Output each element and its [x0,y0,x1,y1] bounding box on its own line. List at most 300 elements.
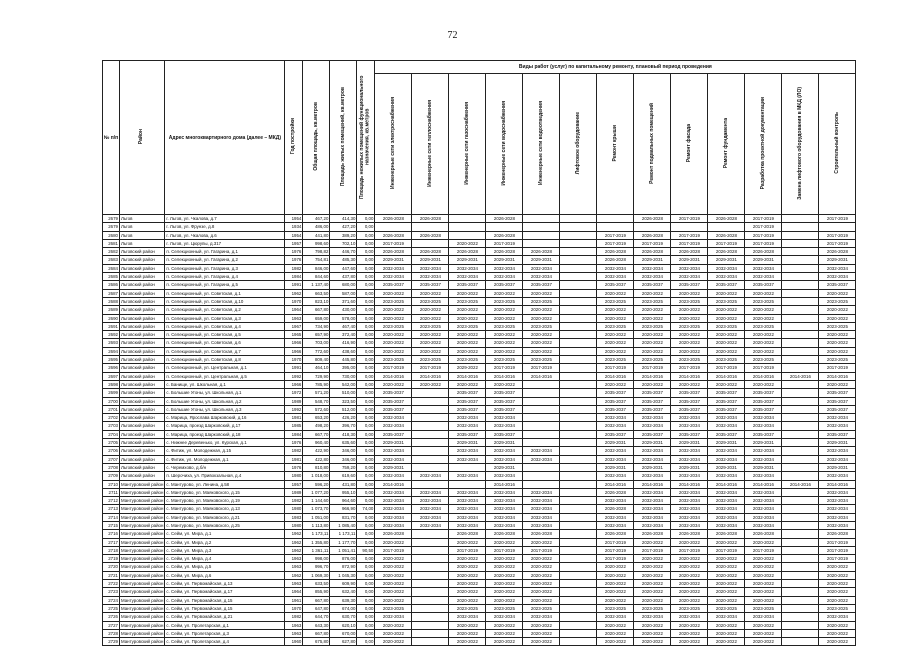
cell-sewerage [523,439,560,447]
cell-total-area: 422,80 [303,455,330,463]
cell-total-area: 548,70 [303,397,330,405]
cell-sewerage [523,231,560,239]
cell-address: с. Сейм, ул. Пролетарская, д.4 [165,638,285,646]
cell-district: Мантуровский район [121,597,164,603]
cell-facade: 2020-2022 [671,538,708,546]
cell-total-area: 1 051,00 [303,513,330,521]
cell-sewerage: 2020-2022 [523,580,560,588]
cell-address: с. Мантурово, ул. Маяковского, д.21 [165,513,285,521]
cell-nonliving-area: 0,00 [357,322,375,330]
cell-roof: 2020-2022 [597,306,634,314]
cell-year: 1991 [285,364,303,372]
cell-roof: 2020-2022 [597,580,634,588]
cell-district: Льговский район [120,364,165,372]
cell-foundation: 2023-2025 [708,356,745,364]
cell-num: 2717 [103,538,120,546]
cell-living-area: 635,60 [330,439,357,447]
cell-living-area: 759,20 [330,463,357,471]
cell-total-area: 659,00 [303,314,330,322]
cell-elevator-replace [782,256,819,264]
cell-living-area: 1 177,70 [330,538,357,546]
cell-gas [449,231,486,239]
cell-sewerage [523,389,560,397]
cell-design: 2023-2025 [745,297,782,305]
cell-elevator [560,273,597,281]
cell-gas: 2020-2022 [449,331,486,339]
cell-total-area: 572,60 [303,405,330,413]
cell-nonliving-area: 0,00 [357,480,375,488]
cell-electricity: 2032-2034 [375,505,412,513]
cell-num: 2727 [103,621,120,629]
cell-district: Льговский район [120,472,165,480]
header-work-electricity: Инженерные сети электроснабжения [375,74,412,215]
cell-living-area: 426,20 [330,414,357,422]
cell-address: с. Сейм, ул. Мира, д.2 [165,538,285,546]
cell-elevator [560,256,597,264]
cell-design: 2035-2037 [745,397,782,405]
cell-heating [412,538,449,546]
cell-elevator-replace [782,463,819,471]
cell-water: 2020-2022 [486,538,523,546]
cell-num: 2721 [103,571,120,579]
cell-water: 2032-2034 [486,472,523,480]
cell-year: 1970 [285,356,303,364]
cell-address: с. Марица, проезд Шарковский, д.18 [165,430,285,438]
cell-total-area: 729,90 [303,372,330,380]
cell-year: 1989 [285,397,303,405]
cell-electricity: 2020-2022 [375,588,412,596]
cell-total-area: 422,90 [303,447,330,455]
cell-foundation: 2032-2034 [708,505,745,513]
cell-year: 1964 [285,588,303,596]
cell-gas: 2020-2022 [449,621,486,629]
cell-electricity: 2032-2034 [375,497,412,505]
cell-facade: 2032-2034 [671,264,708,272]
cell-water: 2032-2034 [486,422,523,430]
cell-foundation: 2020-2022 [708,629,745,637]
cell-water: 2032-2034 [486,447,523,455]
cell-basement: 2032-2034 [634,488,671,496]
cell-foundation: 2020-2022 [708,638,745,646]
cell-year: 1980 [285,505,303,513]
cell-water: 2020-2022 [486,306,523,314]
cell-facade: 2020-2022 [671,588,708,596]
cell-num: 2712 [103,497,120,505]
cell-electricity: 2032-2034 [375,264,412,272]
cell-nonliving-area: 0,00 [357,613,375,621]
cell-facade: 2020-2022 [671,580,708,588]
cell-electricity: 2023-2025 [375,604,412,612]
cell-gas: 2020-2022 [449,580,486,588]
cell-heating: 2026-2028 [412,231,449,239]
cell-elevator-replace [782,613,819,621]
cell-elevator [560,397,597,405]
cell-nonliving-area: 0,00 [357,439,375,447]
table-row [103,455,856,463]
table-row [103,231,856,239]
cell-year: 1963 [285,629,303,637]
header-work-facade: Ремонт фасада [671,74,708,215]
cell-nonliving-area: 0,00 [357,264,375,272]
cell-num: 2695 [103,356,120,364]
cell-electricity: 2032-2034 [375,455,412,463]
cell-living-area: 609,90 [330,580,357,588]
cell-water: 2020-2022 [486,621,523,629]
cell-water: 2020-2022 [486,571,523,579]
cell-total-area: 675,80 [303,638,330,646]
cell-sewerage: 2032-2034 [523,488,560,496]
cell-facade: 2035-2037 [671,405,708,413]
cell-roof: 2020-2022 [597,289,634,297]
cell-design: 2023-2025 [745,322,782,330]
cell-water: 2032-2034 [486,488,523,496]
cell-sewerage [523,397,560,405]
cell-elevator [560,505,597,513]
table-row [103,306,856,314]
table-row [103,447,856,455]
cell-nonliving-area: 0,00 [357,580,375,588]
cell-roof: 2026-2028 [597,488,634,496]
cell-elevator [560,555,597,563]
cell-district: Мантуровский район [121,622,164,628]
cell-sewerage: 2032-2034 [523,613,560,621]
cell-num: 2711 [103,488,120,496]
cell-nonliving-area: 0,00 [357,422,375,430]
cell-elevator-replace [782,397,819,405]
table-row [103,380,856,388]
cell-roof: 2020-2022 [597,339,634,347]
cell-electricity: 2020-2022 [375,538,412,546]
cell-foundation: 2014-2016 [708,372,745,380]
cell-design: 2029-2031 [745,256,782,264]
cell-supervision: 2017-2019 [819,555,856,563]
cell-electricity: 2020-2022 [375,289,412,297]
cell-roof: 2032-2034 [597,414,634,422]
table-row [103,563,856,571]
cell-basement: 2035-2037 [634,389,671,397]
cell-total-area: 703,00 [303,339,330,347]
table-row [103,414,856,422]
cell-elevator [560,580,597,588]
cell-supervision: 2035-2037 [819,397,856,405]
cell-sewerage: 2026-2028 [523,248,560,256]
cell-district: Льговский район [120,306,165,314]
cell-design: 2020-2022 [745,538,782,546]
cell-supervision: 2032-2034 [819,414,856,422]
table-row [103,281,856,289]
cell-num: 2693 [103,339,120,347]
cell-total-area: 1 073,70 [303,505,330,513]
header-num: № п/п [103,61,120,215]
cell-num: 2689 [103,306,120,314]
cell-year: 1966 [285,339,303,347]
cell-supervision: 2032-2034 [819,613,856,621]
cell-sewerage [523,480,560,488]
cell-water: 2014-2016 [486,372,523,380]
cell-sewerage: 2032-2034 [523,264,560,272]
cell-foundation: 2020-2022 [708,314,745,322]
cell-gas: 2032-2034 [449,513,486,521]
cell-basement: 2020-2022 [634,339,671,347]
cell-elevator [560,629,597,637]
cell-design: 2032-2034 [745,273,782,281]
cell-living-area: 438,60 [330,347,357,355]
cell-total-area: 1 173,11 [303,530,330,538]
cell-roof: 2035-2037 [597,430,634,438]
cell-gas: 2029-2031 [449,256,486,264]
table-row [103,638,856,646]
cell-year: 1992 [285,405,303,413]
cell-elevator-replace [782,455,819,463]
capital-repair-table [102,60,856,646]
cell-design: 2032-2034 [745,497,782,505]
cell-elevator [560,289,597,297]
cell-design: 2020-2022 [745,347,782,355]
cell-district: Льговский район [120,297,165,305]
cell-water: 2023-2025 [486,297,523,305]
cell-supervision [819,223,856,231]
cell-sewerage [523,405,560,413]
header-work-supervision: Строительный контроль [819,74,856,215]
cell-address: с. Мантурово, ул. Маяковского, д.19 [165,497,285,505]
cell-supervision: 2032-2034 [819,505,856,513]
table-row [103,297,856,305]
cell-electricity: 2032-2034 [375,414,412,422]
cell-num: 2696 [103,364,120,372]
cell-gas: 2032-2034 [449,521,486,529]
cell-facade: 2020-2022 [671,563,708,571]
cell-basement: 2026-2028 [634,231,671,239]
cell-design: 2032-2034 [745,613,782,621]
cell-sewerage [523,463,560,471]
cell-num: 2706 [103,447,120,455]
cell-basement: 2020-2022 [634,289,671,297]
cell-address: п. Селекционный, ул. Центральная, д.1 [165,364,285,372]
cell-foundation: 2029-2031 [708,439,745,447]
cell-sewerage [523,215,560,223]
cell-district: Льгов [120,231,165,239]
table-row [103,629,856,637]
cell-facade: 2032-2034 [671,273,708,281]
cell-roof: 2026-2028 [597,530,634,538]
cell-living-area: 670,00 [330,629,357,637]
cell-num: 2681 [103,239,120,247]
cell-elevator [560,364,597,372]
cell-num: 2680 [103,231,120,239]
cell-year: 1972 [285,389,303,397]
cell-basement: 2032-2034 [634,505,671,513]
cell-foundation: 2020-2022 [708,571,745,579]
cell-facade: 2020-2022 [671,571,708,579]
cell-foundation: 2017-2019 [708,239,745,247]
cell-address: с. Сейм, ул. Первомайская, д.17 [165,588,285,596]
cell-elevator [560,231,597,239]
table-row [103,273,856,281]
cell-foundation: 2032-2034 [708,414,745,422]
cell-electricity: 2020-2022 [375,629,412,637]
cell-sewerage: 2020-2022 [523,331,560,339]
cell-foundation: 2026-2028 [708,248,745,256]
header-work-elevator-replace: Замена лифтового оборудования в МКД (ЛО) [782,74,819,215]
cell-heating [412,430,449,438]
cell-elevator-replace [782,223,819,231]
cell-electricity: 2014-2016 [375,480,412,488]
cell-supervision: 2020-2022 [819,629,856,637]
cell-gas: 2020-2022 [449,306,486,314]
cell-gas: 2020-2022 [449,588,486,596]
cell-facade: 2032-2034 [671,505,708,513]
cell-address: с. Сейм, ул. Мира, д.1 [165,530,285,538]
cell-living-area: 702,10 [330,239,357,247]
cell-basement: 2020-2022 [634,306,671,314]
cell-heating [412,397,449,405]
cell-design: 2026-2028 [745,530,782,538]
cell-elevator [560,414,597,422]
cell-elevator-replace [782,347,819,355]
cell-living-area: 389,20 [330,231,357,239]
cell-year: 1962 [285,538,303,546]
cell-roof: 2017-2019 [597,538,634,546]
cell-living-area: 1 045,30 [330,571,357,579]
cell-supervision: 2020-2022 [819,638,856,646]
cell-living-area: 955,10 [330,488,357,496]
cell-foundation: 2020-2022 [708,306,745,314]
cell-nonliving-area: 0,00 [357,497,375,505]
cell-nonliving-area: 0,00 [357,364,375,372]
cell-facade: 2017-2019 [671,546,708,554]
cell-design: 2020-2022 [745,596,782,604]
cell-address: с. Сейм, ул. Мира, д.5 [165,563,285,571]
cell-supervision: 2035-2037 [819,405,856,413]
cell-heating [412,613,449,621]
cell-nonliving-area: 0,00 [357,588,375,596]
cell-electricity: 2020-2022 [375,306,412,314]
cell-roof: 2032-2034 [597,455,634,463]
cell-living-area: 627,80 [330,638,357,646]
cell-foundation: 2023-2025 [708,322,745,330]
cell-basement: 2014-2016 [634,480,671,488]
cell-water: 2020-2022 [486,638,523,646]
header-work-water: Инженерные сети водоснабжения [486,74,523,215]
cell-roof: 2032-2034 [597,613,634,621]
cell-facade: 2020-2022 [671,339,708,347]
cell-year: 1989 [285,488,303,496]
cell-foundation: 2035-2037 [708,281,745,289]
table-row [103,439,856,447]
cell-nonliving-area: 90,50 [357,546,375,554]
cell-sewerage: 2020-2022 [523,314,560,322]
cell-heating [412,604,449,612]
cell-elevator [560,430,597,438]
cell-living-area: 620,10 [330,621,357,629]
cell-basement: 2017-2019 [634,364,671,372]
cell-total-area: 643,30 [303,621,330,629]
table-row [103,322,856,330]
cell-facade: 2032-2034 [671,497,708,505]
cell-electricity: 2020-2022 [375,331,412,339]
cell-total-area: 667,80 [303,306,330,314]
cell-nonliving-area: 0,00 [357,231,375,239]
cell-basement: 2032-2034 [634,521,671,529]
cell-supervision: 2035-2037 [819,281,856,289]
cell-year: 1985 [285,422,303,430]
cell-total-area: 644,70 [303,613,330,621]
cell-address: г. Льгов, ул. Цюрупы, д.317 [165,239,285,247]
cell-design: 2032-2034 [745,472,782,480]
cell-district: Льговский район [120,372,165,380]
cell-roof: 2023-2025 [597,604,634,612]
cell-nonliving-area: 0,00 [357,555,375,563]
cell-design: 2026-2028 [745,248,782,256]
cell-district: Мантуровский район [121,614,164,620]
cell-district: Льговский район [120,339,165,347]
cell-supervision: 2020-2022 [819,314,856,322]
cell-num: 2720 [103,563,120,571]
cell-roof: 2014-2016 [597,480,634,488]
cell-water: 2029-2031 [486,463,523,471]
cell-living-area: 395,00 [330,364,357,372]
cell-district: Мантуровский район [121,506,164,512]
cell-nonliving-area: 0,00 [357,530,375,538]
header-nonliving-area: Площадь нежилых помещений функционального назначения, кв.метров [357,61,375,215]
cell-design: 2017-2019 [745,215,782,223]
cell-foundation: 2032-2034 [708,513,745,521]
cell-roof: 2020-2022 [597,563,634,571]
cell-year: 1982 [285,447,303,455]
cell-gas: 2032-2034 [449,613,486,621]
cell-heating: 2023-2025 [412,322,449,330]
cell-facade: 2020-2022 [671,596,708,604]
cell-district: Льговский район [120,347,165,355]
header-work-heating: Инженерные сети теплоснабжения [412,74,449,215]
cell-num: 2690 [103,314,120,322]
cell-elevator [560,480,597,488]
cell-facade: 2014-2016 [671,480,708,488]
cell-gas: 2032-2034 [449,497,486,505]
cell-total-area: 998,00 [303,555,330,563]
cell-elevator-replace [782,513,819,521]
cell-supervision: 2032-2034 [819,472,856,480]
cell-heating: 2020-2022 [412,331,449,339]
cell-living-area: 730,00 [330,372,357,380]
cell-electricity: 2032-2034 [375,513,412,521]
cell-elevator-replace [782,638,819,646]
cell-basement: 2029-2031 [634,463,671,471]
cell-basement: 2020-2022 [634,314,671,322]
cell-district: Мантуровский район [121,481,164,487]
cell-water: 2032-2034 [486,497,523,505]
cell-roof: 2017-2019 [597,364,634,372]
cell-address: п. Селекционный, ул. Советская, д.8 [165,356,285,364]
cell-elevator [560,588,597,596]
cell-heating [412,405,449,413]
cell-total-area: 633,50 [303,580,330,588]
cell-gas: 2035-2037 [449,281,486,289]
cell-facade: 2023-2025 [671,604,708,612]
cell-gas: 2020-2022 [449,314,486,322]
cell-num: 2703 [103,422,120,430]
table-row [103,596,856,604]
cell-design: 2032-2034 [745,521,782,529]
cell-basement: 2020-2022 [634,571,671,579]
cell-electricity: 2017-2019 [375,364,412,372]
cell-foundation: 2032-2034 [708,521,745,529]
cell-nonliving-area: 0,00 [357,521,375,529]
cell-sewerage: 2020-2022 [523,289,560,297]
cell-roof: 2029-2031 [597,463,634,471]
cell-elevator [560,613,597,621]
cell-elevator-replace: 2014-2016 [782,480,819,488]
